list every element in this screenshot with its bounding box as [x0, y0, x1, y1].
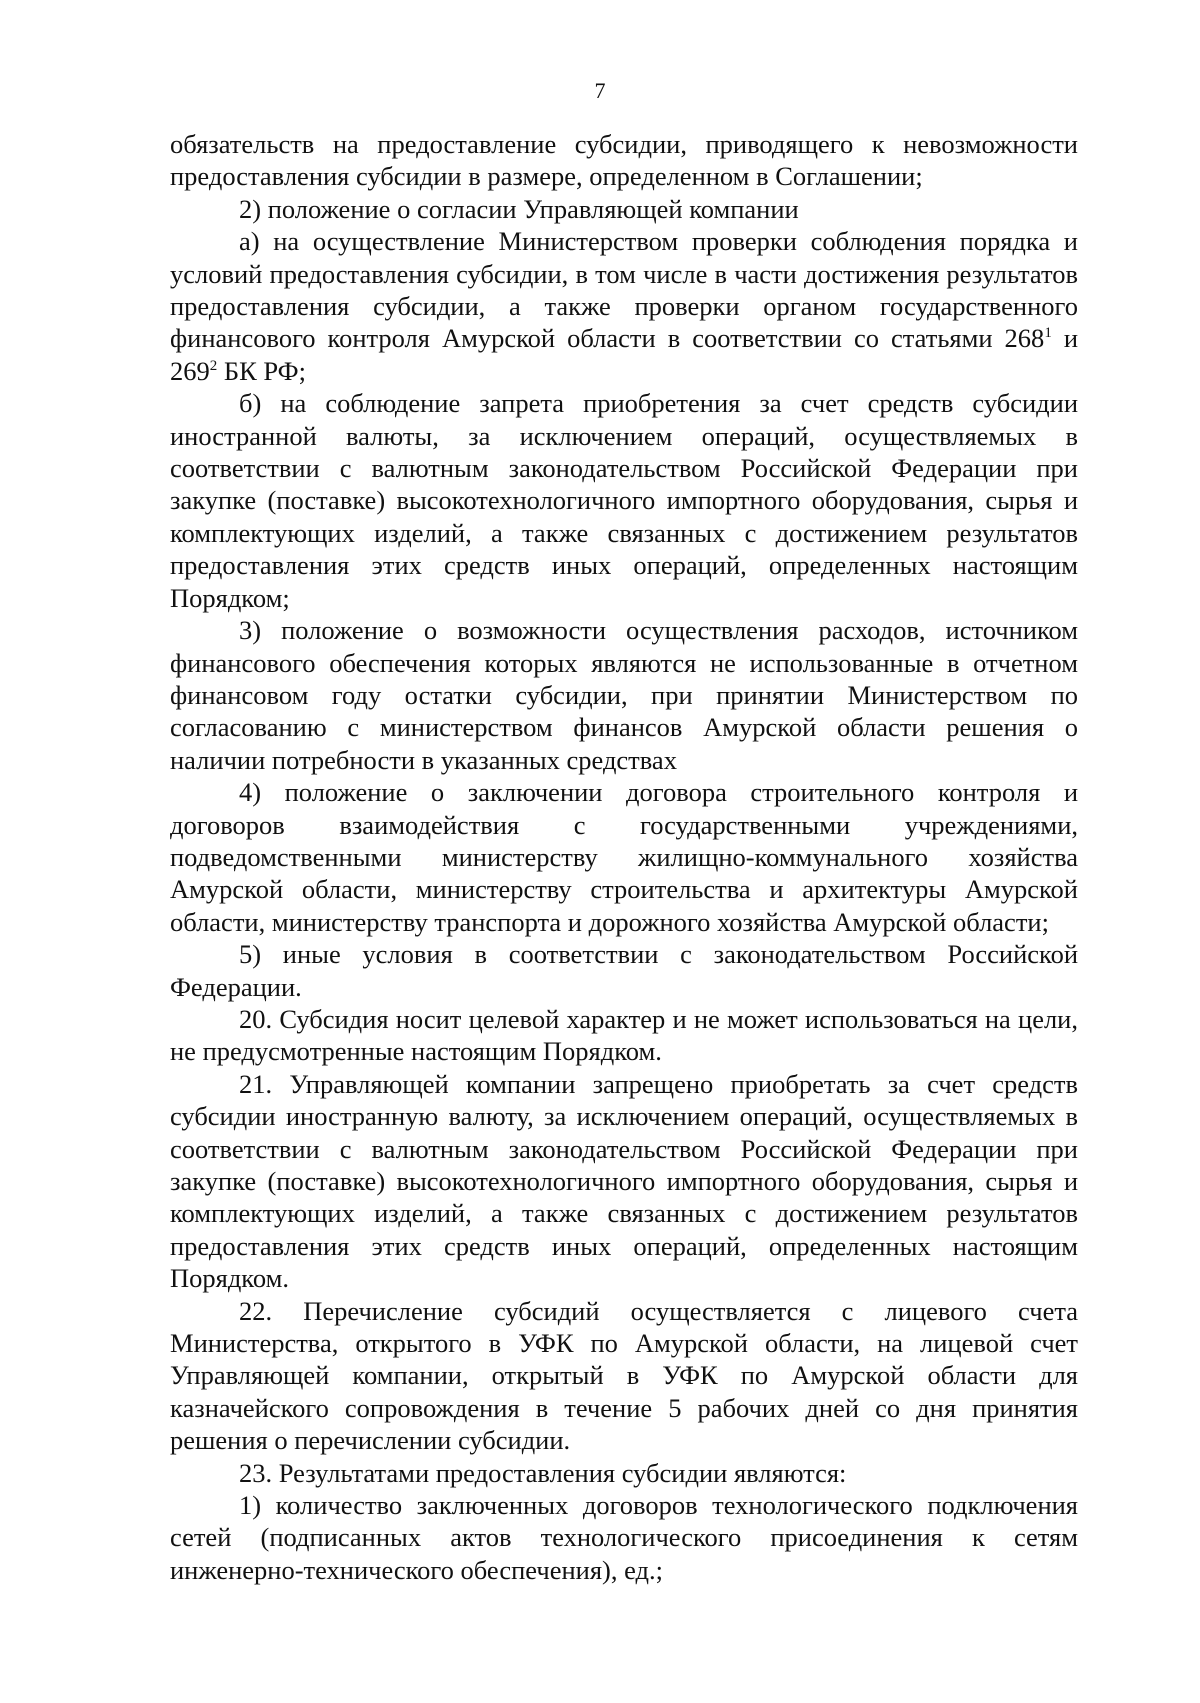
- paragraph-21-prohibition: 21. Управляющей компании запрещено приобретать за счет средств субсидии иностранную валюту, за исключением операций, осуществляемых в соответствии с валютным законодательством Российской Федерации при закупке (поставке) высокотехнологичного импортного оборудования, сырья и комплектующих изделий, а также связанных с достижением результатов предоставления этих средств иных операций, определенных настоящим Порядком.: [170, 1068, 1078, 1294]
- superscript-269: 2: [209, 357, 218, 374]
- paragraph-item-4-contracts: 4) положение о заключении договора строительного контроля и договоров взаимодействия с государственными учреждениями, подведомственными министерству жилищно-коммунального хозяйства Амурской области, министерству строительства и архитектуры Амурской области, министерству транспорта и дорожного хозяйства Амурской области;: [170, 777, 1078, 937]
- paragraph-20-targeted: 20. Субсидия носит целевой характер и не может использоваться на цели, не предусмотренные настоящим Порядком.: [170, 1003, 1078, 1067]
- page-number: 7: [594, 78, 606, 103]
- paragraph-item-2a-text-mid: и 269: [170, 323, 1079, 386]
- superscript-268: 1: [1044, 325, 1052, 342]
- paragraph-item-5-other-conditions: 5) иные условия в соответствии с законодательством Российской Федерации.: [170, 939, 1078, 1002]
- paragraph-item-2b-currency-ban: б) на соблюдение запрета приобретения за счет средств субсидии иностранной валюты, за исключением операций, осуществляемых в соответствии с валютным законодательством Российской Федерации при закупке (поставке) высокотехнологичного импортного оборудования, сырья и комплектующих изделий, а также связанных с достижением результатов предоставления этих средств иных операций, определенных настоящим Порядком;: [170, 388, 1078, 613]
- paragraph-item-3-expenses: 3) положение о возможности осуществления расходов, источником финансового обеспечения которых являются не использованные в отчетном финансовом году остатки субсидии, при принятии Министерством по согласованию с министерством финансов Амурской области решения о наличии потребности в указанных средствах: [170, 615, 1078, 775]
- paragraph-23-results: 23. Результатами предоставления субсидии являются:: [239, 1457, 847, 1488]
- paragraph-22-transfer: 22. Перечисление субсидий осуществляется с лицевого счета Министерства, открытого в УФК по Амурской области, на лицевой счет Управляющей компании, открытый в УФК по Амурской области для казначейского сопровождения в течение 5 рабочих дней со дня принятия решения о перечислении субсидии.: [170, 1295, 1078, 1456]
- paragraph-23-item-1: 1) количество заключенных договоров технологического подключения сетей (подписанных актов технологического присоединения к сетям инженерно-технического обеспечения), ед.;: [170, 1490, 1078, 1585]
- document-body: [170, 128, 1078, 1586]
- paragraph-item-2a-text-end: БК РФ;: [217, 355, 306, 386]
- paragraph-item-2a-text: а) на осуществление Министерством проверки соблюдения порядка и условий предоставления субсидии, в том числе в части достижения результатов предоставления субсидии, а также проверки органом государственного финансового контроля Амурской области в соответствии со статьями 268: [170, 226, 1078, 354]
- paragraph-item-2a-inspection: [170, 225, 1078, 387]
- paragraph-obligations: обязательств на предоставление субсидии, приводящего к невозможности предоставления субсидии в размере, определенном в Соглашении;: [170, 129, 1078, 192]
- paragraph-item-2-consent: 2) положение о согласии Управляющей компании: [239, 193, 799, 224]
